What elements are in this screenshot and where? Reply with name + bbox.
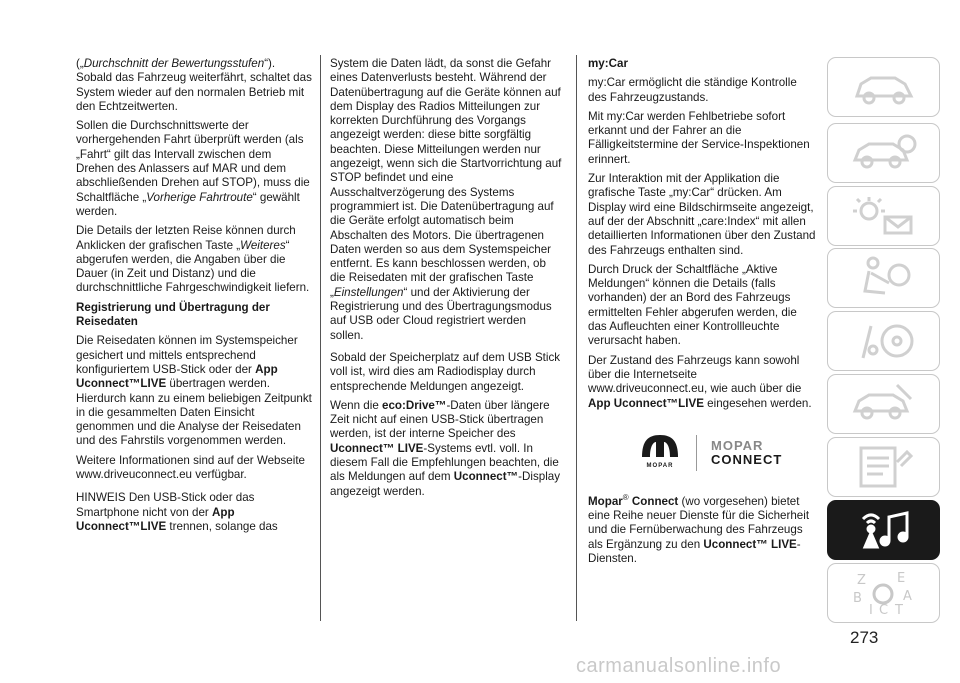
tab-car-info[interactable] <box>827 123 940 183</box>
car-info-icon <box>849 130 919 176</box>
paragraph: System die Daten lädt, da sonst die Gefahr eines Datenverlusts besteht. Während der Datenübertragung auf die Geräte können auf dem Display des Radios Mitteilungen zur korrekten Durchführung des Vorgangs angezeigt werden: diese bitte sorgfältig beachten. Diese Mitteilungen werden nur angezeigt, wenn sich die Startvorrichtung auf STOP befindet und eine Ausschaltverzögerung des Systems programmiert ist. Die Datenübertragung auf die Geräte erfolgt automatisch beim Abschalten des Motors. Die übertragenen Daten werden so aus dem Systemspeicher entfernt. Es kann beschlossen werden, ob die Reisedaten mit der grafischen Taste „Einstellungen“ und der Aktivierung der Registrierung und des Übertragungsmodus auf USB oder Cloud registriert werden sollen. <box>330 57 562 342</box>
alphabetic-index-icon <box>849 570 919 616</box>
tab-steering[interactable] <box>827 311 940 371</box>
paragraph: Sobald der Speicherplatz auf dem USB Stick voll ist, wird dies am Radiodisplay durch entsprechende Meldungen angezeigt. <box>330 350 561 393</box>
paragraph: Mit my:Car werden Fehlbetriebe sofort erkannt und der Fahrer an die Fälligkeitstermine der Service-Inspektionen erinnert. <box>588 109 810 166</box>
paragraph: Sollen die Durchschnittswerte der vorhergehenden Fahrt überprüft werden (als „Fahrt“ gilt das Intervall zwischen dem Drehen des Anlassers auf MAR und dem abschließenden Drehen auf STOP), muss die Schaltfläche „Vorherige Fahrtroute“ gewählt werden. <box>76 119 310 218</box>
index-letter: E <box>896 571 905 586</box>
section-heading: Registrierung und Übertragung der Reisedaten <box>76 300 270 329</box>
column-divider <box>576 55 577 621</box>
warning-lights-icon <box>849 193 919 239</box>
mopar-small-text: MOPAR <box>646 462 674 469</box>
car-dashboard-icon <box>849 64 919 110</box>
paragraph: HINWEIS Den USB-Stick oder das Smartphone nicht von der App Uconnect™LIVE trennen, solange das <box>76 491 278 533</box>
tab-dashboard[interactable] <box>827 57 940 117</box>
text-column-3 <box>588 57 816 571</box>
spec-sheet-icon <box>849 444 919 490</box>
logo-divider <box>696 435 697 471</box>
text-column-1 <box>76 57 312 539</box>
multimedia-icon <box>849 507 919 553</box>
column-divider <box>320 55 321 621</box>
tab-index[interactable] <box>827 563 940 623</box>
paragraph: Durch Druck der Schaltfläche „Aktive Meldungen“ können die Details (falls vorhanden) der an Bord des Fahrzeugs ermittelten Fehler abgerufen werden, die das Aufleuchten einer Kontrollleuchte verursacht haben. <box>588 262 797 348</box>
paragraph: („Durchschnitt der Bewertungsstufen“). Sobald das Fahrzeug weiterfährt, schaltet das System wieder auf den normalen Betrieb mit den Echtzeitwerten. <box>76 57 312 113</box>
mopar-connect-logo <box>638 433 816 473</box>
watermark: carmanualsonline.info <box>576 655 782 677</box>
section-heading: my:Car <box>588 57 628 70</box>
index-letter: I <box>868 603 873 616</box>
paragraph: Zur Interaktion mit der Applikation die grafische Taste „my:Car“ drücken. Am Display wird eine Bildschirmseite angezeigt, auf der der Abschnitt „care:Index“ mit allen detaillierten Informationen über den Zustand des Fahrzeugs enthalten sind. <box>588 172 816 257</box>
tab-warning-lights[interactable] <box>827 186 940 246</box>
paragraph: Die Details der letzten Reise können durch Anklicken der grafischen Taste „Weiteres“ abgerufen werden, die Angaben über die Dauer (in Zeit und Distanz) und die durchschnittliche Fahrgeschwindigkeit liefern. <box>76 224 310 295</box>
tab-service[interactable] <box>827 374 940 434</box>
paragraph: Der Zustand des Fahrzeugs kann sowohl über die Internetseite www.driveuconnect.eu, wie auch über die App Uconnect™LIVE eingesehen werden. <box>588 353 812 410</box>
index-letter: B <box>852 591 862 606</box>
paragraph: Mopar® Connect (wo vorgesehen) bietet eine Reihe neuer Dienste für die Sicherheit und die Fernüberwachung des Fahrzeugs als Ergänzung zu den Uconnect™ LIVE-Diensten. <box>588 492 810 565</box>
tab-specs[interactable] <box>827 437 940 497</box>
mopar-m-icon <box>638 433 682 459</box>
paragraph: Wenn die eco:Drive™-Daten über längere Zeit nicht auf einen USB-Stick übertragen werden, ist der interne Speicher des Uconnect™ LIVE-Systems evtl. voll. In diesem Fall die Empfehlungen beachten, die als Meldungen auf dem Uconnect™-Display angezeigt werden. <box>330 398 561 498</box>
car-service-icon <box>849 381 919 427</box>
index-letter: C <box>878 603 888 616</box>
steering-wheel-icon <box>849 318 919 364</box>
tab-multimedia[interactable] <box>827 500 940 560</box>
paragraph: my:Car ermöglicht die ständige Kontrolle des Fahrzeugzustands. <box>588 76 797 104</box>
tab-airbag[interactable] <box>827 248 940 308</box>
index-letter: T <box>894 603 903 616</box>
paragraph: Die Reisedaten können im Systemspeicher gesichert und mittels entsprechend konfiguriertem USB-Stick oder der App Uconnect™LIVE übertragen werden. Hierdurch kann zu einem beliebigen Zeitpunkt in die gesammelten Daten Einsicht genommen und die Analyse der Reisedaten und des Fahrstils vorgenommen werden. <box>76 334 312 448</box>
index-letter: Z <box>856 573 866 588</box>
text-column-2 <box>330 57 562 504</box>
airbag-seat-icon <box>849 255 919 301</box>
mopar-connect-wordmark: MOPAR CONNECT <box>711 437 783 467</box>
page-number: 273 <box>850 628 879 647</box>
index-letter: A <box>902 589 912 604</box>
mopar-emblem <box>638 433 682 473</box>
paragraph: Weitere Informationen sind auf der Webseite www.driveuconnect.eu verfügbar. <box>76 453 305 482</box>
